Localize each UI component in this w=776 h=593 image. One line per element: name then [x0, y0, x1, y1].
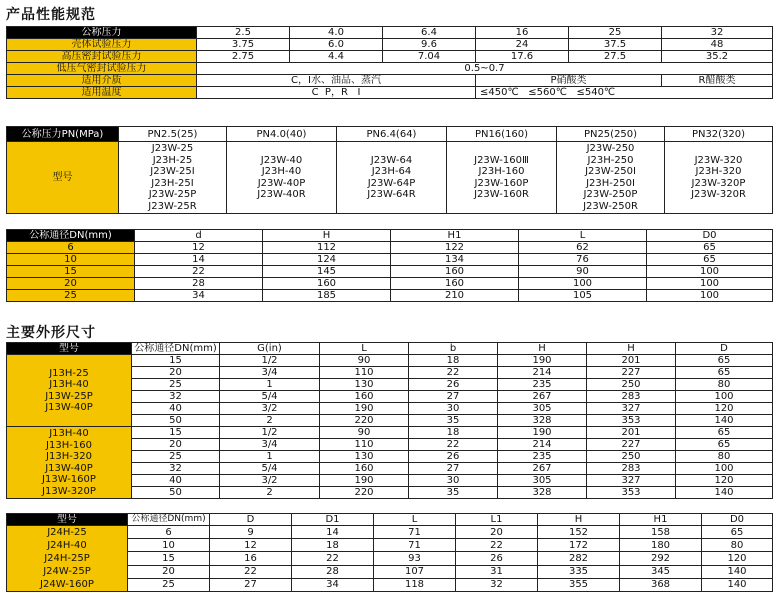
model-list: J23W-64 J23H-64 J23W-64P J23W-64R	[337, 142, 447, 214]
cell: 40	[132, 403, 220, 415]
cell: 152	[538, 526, 620, 539]
cell: 10	[128, 539, 210, 552]
header-cell: 公称通径DN(mm)	[132, 343, 220, 355]
table-row	[7, 142, 773, 214]
cell: 1	[220, 379, 320, 391]
model-list: J23W-160Ⅲ J23H-160 J23W-160P J23W-160R	[447, 142, 557, 214]
table-row	[7, 266, 773, 278]
cell: 20	[456, 526, 538, 539]
cell: 65	[676, 439, 773, 451]
cell: 118	[374, 578, 456, 591]
cell: 214	[498, 439, 587, 451]
cell: 105	[519, 290, 647, 302]
cell: ≤450℃ ≤560℃ ≤540℃	[476, 87, 773, 99]
table-row	[7, 75, 773, 87]
cell: 250	[587, 451, 676, 463]
performance-spec-table	[6, 26, 773, 99]
cell: 25	[7, 290, 135, 302]
cell: 158	[620, 526, 702, 539]
model-list: J23W-250 J23H-250 J23W-250I J23H-250I J23W-250P J23W-250R	[557, 142, 665, 214]
cell: 2	[220, 487, 320, 499]
cell: 12	[135, 242, 263, 254]
header-cell: d	[135, 230, 263, 242]
cell: 110	[320, 367, 409, 379]
cell: 71	[374, 526, 456, 539]
header-cell: L	[320, 343, 409, 355]
model-list: J23W-40 J23H-40 J23W-40P J23W-40R	[227, 142, 337, 214]
table-row	[7, 63, 773, 75]
cell: 65	[676, 427, 773, 439]
table-row	[7, 254, 773, 266]
header-cell: H1	[391, 230, 519, 242]
model-table	[6, 126, 773, 214]
header-cell: b	[409, 343, 498, 355]
header-cell: D0	[647, 230, 773, 242]
cell: 282	[538, 552, 620, 565]
table-row	[7, 514, 773, 526]
table-row	[7, 87, 773, 99]
cell: 65	[647, 254, 773, 266]
model-list: J23W-320 J23H-320 J23W-320P J23W-320R	[665, 142, 773, 214]
cell: 305	[498, 403, 587, 415]
header-cell: PN25(250)	[557, 127, 665, 142]
cell: 27.5	[569, 51, 662, 63]
table-row	[7, 242, 773, 254]
header-cell: H	[498, 343, 587, 355]
cell: 235	[498, 451, 587, 463]
cell: 26	[409, 379, 498, 391]
cell: 15	[128, 552, 210, 565]
cell: 190	[320, 475, 409, 487]
model-list: J13H-40 J13H-160 J13H-320 J13W-40P J13W-160P J13W-320P	[7, 427, 132, 499]
cell: 4.4	[290, 51, 383, 63]
cell: 1/2	[220, 355, 320, 367]
cell: 327	[587, 403, 676, 415]
cell: 107	[374, 565, 456, 578]
cell: 26	[409, 451, 498, 463]
cell: 190	[498, 427, 587, 439]
header-cell: H1	[620, 514, 702, 526]
cell: 160	[263, 278, 391, 290]
header-cell: PN32(320)	[665, 127, 773, 142]
cell: 190	[320, 403, 409, 415]
cell: 100	[519, 278, 647, 290]
cell: 267	[498, 463, 587, 475]
cell: 172	[538, 539, 620, 552]
cell: 25	[128, 578, 210, 591]
cell: 327	[587, 475, 676, 487]
cell: 65	[647, 242, 773, 254]
cell: 12	[210, 539, 292, 552]
cell: 5/4	[220, 391, 320, 403]
header-cell: L1	[456, 514, 538, 526]
cell: 22	[456, 539, 538, 552]
cell: 0.5~0.7	[197, 63, 773, 75]
cell: 353	[587, 487, 676, 499]
cell: 6	[7, 242, 135, 254]
cell: 20	[128, 565, 210, 578]
cell: 22	[210, 565, 292, 578]
cell: 328	[498, 415, 587, 427]
table-row	[7, 526, 773, 539]
table-row	[7, 355, 773, 367]
cell: 50	[132, 415, 220, 427]
cell: 235	[498, 379, 587, 391]
cell: 9	[210, 526, 292, 539]
cell: 3/2	[220, 475, 320, 487]
row-label: 型号	[7, 142, 119, 214]
cell: 18	[409, 355, 498, 367]
cell: 35	[409, 415, 498, 427]
cell: 18	[409, 427, 498, 439]
cell: 140	[676, 487, 773, 499]
header-cell: 公称通径DN(mm)	[128, 514, 210, 526]
header-cell: G(in)	[220, 343, 320, 355]
cell: 65	[676, 355, 773, 367]
table-row	[7, 51, 773, 63]
cell: 190	[498, 355, 587, 367]
cell: 30	[409, 475, 498, 487]
cell: 80	[676, 379, 773, 391]
dimension-table-j24	[6, 513, 773, 592]
dimension-table-j13	[6, 342, 773, 499]
cell: 35	[409, 487, 498, 499]
cell: 30	[409, 403, 498, 415]
table-row	[7, 127, 773, 142]
cell: 201	[587, 355, 676, 367]
cell: 227	[587, 439, 676, 451]
cell: 112	[263, 242, 391, 254]
cell: 25	[569, 27, 662, 39]
cell: 32	[662, 27, 773, 39]
cell: 3.75	[197, 39, 290, 51]
header-cell: 型号	[7, 343, 132, 355]
cell: 160	[320, 463, 409, 475]
cell: 20	[7, 278, 135, 290]
row-label: 公称压力	[7, 27, 197, 39]
cell: 345	[620, 565, 702, 578]
cell: 6	[128, 526, 210, 539]
cell: 34	[292, 578, 374, 591]
section-title-performance: 产品性能规范	[6, 7, 96, 23]
cell: 355	[538, 578, 620, 591]
cell: 2.75	[197, 51, 290, 63]
cell: 32	[132, 463, 220, 475]
cell: 32	[132, 391, 220, 403]
cell: 15	[7, 266, 135, 278]
cell: 185	[263, 290, 391, 302]
cell: 90	[320, 355, 409, 367]
table-row	[7, 290, 773, 302]
cell: 210	[391, 290, 519, 302]
cell: 124	[263, 254, 391, 266]
cell: 1/2	[220, 427, 320, 439]
cell: 130	[320, 379, 409, 391]
table-row	[7, 27, 773, 39]
cell: 5/4	[220, 463, 320, 475]
cell: 180	[620, 539, 702, 552]
cell: 110	[320, 439, 409, 451]
cell: 65	[702, 526, 773, 539]
table-row	[7, 39, 773, 51]
row-label: 低压气密封试验压力	[7, 63, 197, 75]
row-label: 适用温度	[7, 87, 197, 99]
cell: 140	[676, 415, 773, 427]
cell: 368	[620, 578, 702, 591]
row-label: 高压密封试验压力	[7, 51, 197, 63]
cell: 120	[676, 475, 773, 487]
cell: 50	[132, 487, 220, 499]
header-cell: PN2.5(25)	[119, 127, 227, 142]
header-cell: H	[263, 230, 391, 242]
cell: 292	[620, 552, 702, 565]
cell: 62	[519, 242, 647, 254]
cell: 4.0	[290, 27, 383, 39]
table-row	[7, 230, 773, 242]
cell: C P，R I	[197, 87, 476, 99]
header-cell: D	[676, 343, 773, 355]
cell: 10	[7, 254, 135, 266]
header-cell: PN6.4(64)	[337, 127, 447, 142]
cell: 76	[519, 254, 647, 266]
cell: 2	[220, 415, 320, 427]
header-cell: 公称通径DN(mm)	[7, 230, 135, 242]
cell: 16	[210, 552, 292, 565]
cell: 40	[132, 475, 220, 487]
header-cell: H	[538, 514, 620, 526]
model-list: J24H-25 J24H-40 J24H-25P J24W-25P J24W-160P	[7, 526, 128, 592]
cell: 28	[135, 278, 263, 290]
cell: 27	[409, 391, 498, 403]
cell: 122	[391, 242, 519, 254]
cell: 3/2	[220, 403, 320, 415]
cell: 93	[374, 552, 456, 565]
cell: 134	[391, 254, 519, 266]
cell: 35.2	[662, 51, 773, 63]
cell: 145	[263, 266, 391, 278]
cell: 48	[662, 39, 773, 51]
model-list: J23W-25 J23H-25 J23W-25I J23H-25I J23W-25P J23W-25R	[119, 142, 227, 214]
cell: 9.6	[383, 39, 476, 51]
header-cell: H	[587, 343, 676, 355]
cell: 100	[676, 463, 773, 475]
header-cell: D1	[292, 514, 374, 526]
cell: 32	[456, 578, 538, 591]
cell: 130	[320, 451, 409, 463]
cell: 22	[409, 367, 498, 379]
cell: 16	[476, 27, 569, 39]
cell: 6.4	[383, 27, 476, 39]
cell: 15	[132, 427, 220, 439]
cell: 250	[587, 379, 676, 391]
header-cell: L	[374, 514, 456, 526]
cell: 1	[220, 451, 320, 463]
cell: 160	[391, 278, 519, 290]
cell: 31	[456, 565, 538, 578]
cell: 227	[587, 367, 676, 379]
cell: 28	[292, 565, 374, 578]
cell: 220	[320, 487, 409, 499]
cell: 17.6	[476, 51, 569, 63]
cell: 100	[647, 278, 773, 290]
cell: 65	[676, 367, 773, 379]
cell: 25	[132, 379, 220, 391]
header-cell: D	[210, 514, 292, 526]
cell: 201	[587, 427, 676, 439]
header-cell: PN4.0(40)	[227, 127, 337, 142]
cell: P硝酸类	[476, 75, 662, 87]
cell: 90	[320, 427, 409, 439]
row-label: 适用介质	[7, 75, 197, 87]
cell: 3/4	[220, 439, 320, 451]
cell: 22	[292, 552, 374, 565]
section-title-dimensions: 主要外形尺寸	[6, 325, 96, 341]
header-cell: L	[519, 230, 647, 242]
cell: 100	[647, 290, 773, 302]
cell: 80	[702, 539, 773, 552]
header-cell: 公称压力PN(MPa)	[7, 127, 119, 142]
cell: 7.04	[383, 51, 476, 63]
cell: 100	[676, 391, 773, 403]
cell: 3/4	[220, 367, 320, 379]
cell: 25	[132, 451, 220, 463]
cell: 22	[409, 439, 498, 451]
cell: 100	[647, 266, 773, 278]
cell: 267	[498, 391, 587, 403]
cell: 283	[587, 391, 676, 403]
cell: 120	[676, 403, 773, 415]
cell: 71	[374, 539, 456, 552]
cell: 6.0	[290, 39, 383, 51]
table-row	[7, 427, 773, 439]
cell: 214	[498, 367, 587, 379]
cell: 27	[210, 578, 292, 591]
cell: 160	[320, 391, 409, 403]
cell: C，I水、油品、蒸汽	[197, 75, 476, 87]
cell: 140	[702, 578, 773, 591]
cell: 14	[135, 254, 263, 266]
cell: 335	[538, 565, 620, 578]
cell: 22	[135, 266, 263, 278]
model-list: J13H-25 J13H-40 J13W-25P J13W-40P	[7, 355, 132, 427]
cell: 160	[391, 266, 519, 278]
table-row	[7, 343, 773, 355]
cell: 2.5	[197, 27, 290, 39]
cell: 34	[135, 290, 263, 302]
cell: 14	[292, 526, 374, 539]
row-label: 壳体试验压力	[7, 39, 197, 51]
cell: 283	[587, 463, 676, 475]
cell: 90	[519, 266, 647, 278]
dimension-table-j23	[6, 229, 773, 302]
cell: 37.5	[569, 39, 662, 51]
cell: 18	[292, 539, 374, 552]
cell: 80	[676, 451, 773, 463]
cell: 24	[476, 39, 569, 51]
cell: R醋酸类	[662, 75, 773, 87]
cell: 15	[132, 355, 220, 367]
cell: 328	[498, 487, 587, 499]
cell: 120	[702, 552, 773, 565]
cell: 20	[132, 439, 220, 451]
cell: 26	[456, 552, 538, 565]
cell: 20	[132, 367, 220, 379]
header-cell: PN16(160)	[447, 127, 557, 142]
header-cell: D0	[702, 514, 773, 526]
header-cell: 型号	[7, 514, 128, 526]
cell: 27	[409, 463, 498, 475]
cell: 305	[498, 475, 587, 487]
table-row	[7, 278, 773, 290]
cell: 353	[587, 415, 676, 427]
cell: 220	[320, 415, 409, 427]
cell: 140	[702, 565, 773, 578]
